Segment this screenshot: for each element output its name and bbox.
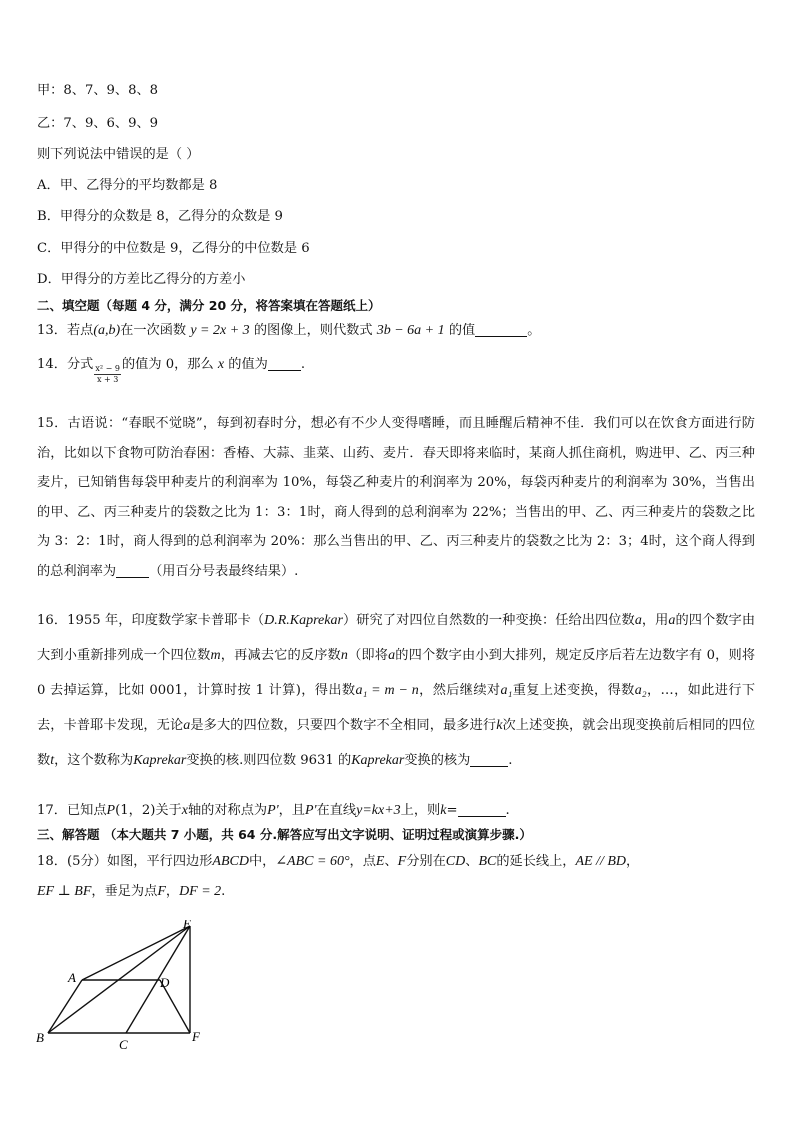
- q13-function: y = 2x + 3: [190, 323, 250, 338]
- q13: 13．若点(a,b)在一次函数 y = 2x + 3 的图像上，则代数式 3b − 6a + 1 的值 。: [37, 323, 541, 338]
- q16: 16．1955 年，印度数学家卡普耶卡（D.R.Kaprekar）研究了对四位自然数的一种变换：任给出四位数a，用a的四个数字由大到小重新排列成一个四位数m，再减去它的反序数n（即将a的四个数字由小到大排列，规定反序后若左边数字有 0，则将 0 去掉运算，比如 0001，计算时按 1 计算)，得出数a₁ = m − n，然后继续对a₁重复上述变换，得数a₂，…，如此进行下去，卡普耶卡发现，无论a是多大的四位数，只要四个数字不全相同，最多进行k次上述变换，就会出现变换前后相同的四位数t，这个数称为Kaprekar变换的核.则四位数 9631 的Kaprekar变换的核为 .: [37, 613, 756, 768]
- q13-point: (a,b): [93, 323, 121, 338]
- q18-line1: 18．(5分）如图，平行四边形ABCD中，∠ABC = 60°，点E、F分别在CD、BC的延长线上，AE // BD，: [37, 854, 640, 869]
- q18-line2: EF ⊥ BF，垂足为点F，DF = 2.: [37, 884, 226, 899]
- section2-title: 二、填空题（每题 4 分，满分 20 分，将答案填在答题纸上）: [37, 298, 381, 313]
- q12-option-d: D．甲得分的方差比乙得分的方差小: [37, 272, 246, 287]
- label-e: E: [183, 920, 191, 931]
- q12-option-c: C．甲得分的中位数是 9，乙得分的中位数是 6: [37, 241, 310, 256]
- q13-answer-blank[interactable]: [475, 322, 527, 337]
- label-a: A: [68, 970, 76, 985]
- section3-title: 三、解答题 （本大题共 7 小题，共 64 分.解答应写出文字说明、证明过程或演算步骤.）: [37, 827, 532, 842]
- q16-answer-blank[interactable]: [470, 752, 508, 767]
- q14-fraction: $\frac{\text{x² − 9}}{x + 3}$: [95, 364, 120, 384]
- q15: 15．古语说：“春眠不觉晓”，每到初春时分，想必有不少人变得嗜睡，而且睡醒后精神不佳．我们可以在饮食方面进行防治，比如以下食物可防治春困：香椿、大蒜、韭菜、山药、麦片．春天即将来临时，某商人抓住商机，购进甲、乙、丙三种麦片，已知销售每袋甲种麦片的利润率为 10%，每袋乙种麦片的利润率为 20%，每袋丙种麦片的利润率为 30%，当售出的甲、乙、丙三种麦片的袋数之比为 1：3：1时，商人得到的总利润率为 22%；当售出的甲、乙、丙三种麦片的袋数之比为 3：2：1时，商人得到的总利润率为 20%：那么当售出的甲、乙、丙三种麦片的袋数之比为 2：3；4时，这个商人得到的总利润率为 （用百分号表最终结果）.: [37, 416, 755, 579]
- label-f: F: [192, 1029, 200, 1044]
- label-b: B: [36, 1030, 44, 1045]
- q17: 17．已知点P(1，2)关于x轴的对称点为P'，且P'在直线y=kx+3上，则k= .: [37, 803, 510, 818]
- q15-answer-blank[interactable]: [116, 563, 149, 578]
- data-yi: 乙：7、9、6、9、9: [37, 116, 159, 131]
- q17-answer-blank[interactable]: [458, 802, 506, 817]
- q14-answer-blank[interactable]: [268, 356, 301, 371]
- q14: 14．分式 $\frac{\text{x² − 9}}{x + 3}$ 的值为 0，那么 x 的值为 .: [37, 357, 306, 384]
- label-c: C: [119, 1037, 128, 1052]
- q12-option-b: B．甲得分的众数是 8，乙得分的众数是 9: [37, 209, 283, 224]
- q12-option-a: A．甲、乙得分的平均数都是 8: [37, 178, 218, 193]
- label-d: D: [160, 975, 170, 990]
- data-jia: 甲：8、7、9、8、8: [37, 83, 159, 98]
- q13-expression: 3b − 6a + 1: [376, 323, 445, 338]
- q12-stem: 则下列说法中错误的是（ ）: [37, 147, 200, 162]
- parallelogram-figure: [30, 920, 220, 1055]
